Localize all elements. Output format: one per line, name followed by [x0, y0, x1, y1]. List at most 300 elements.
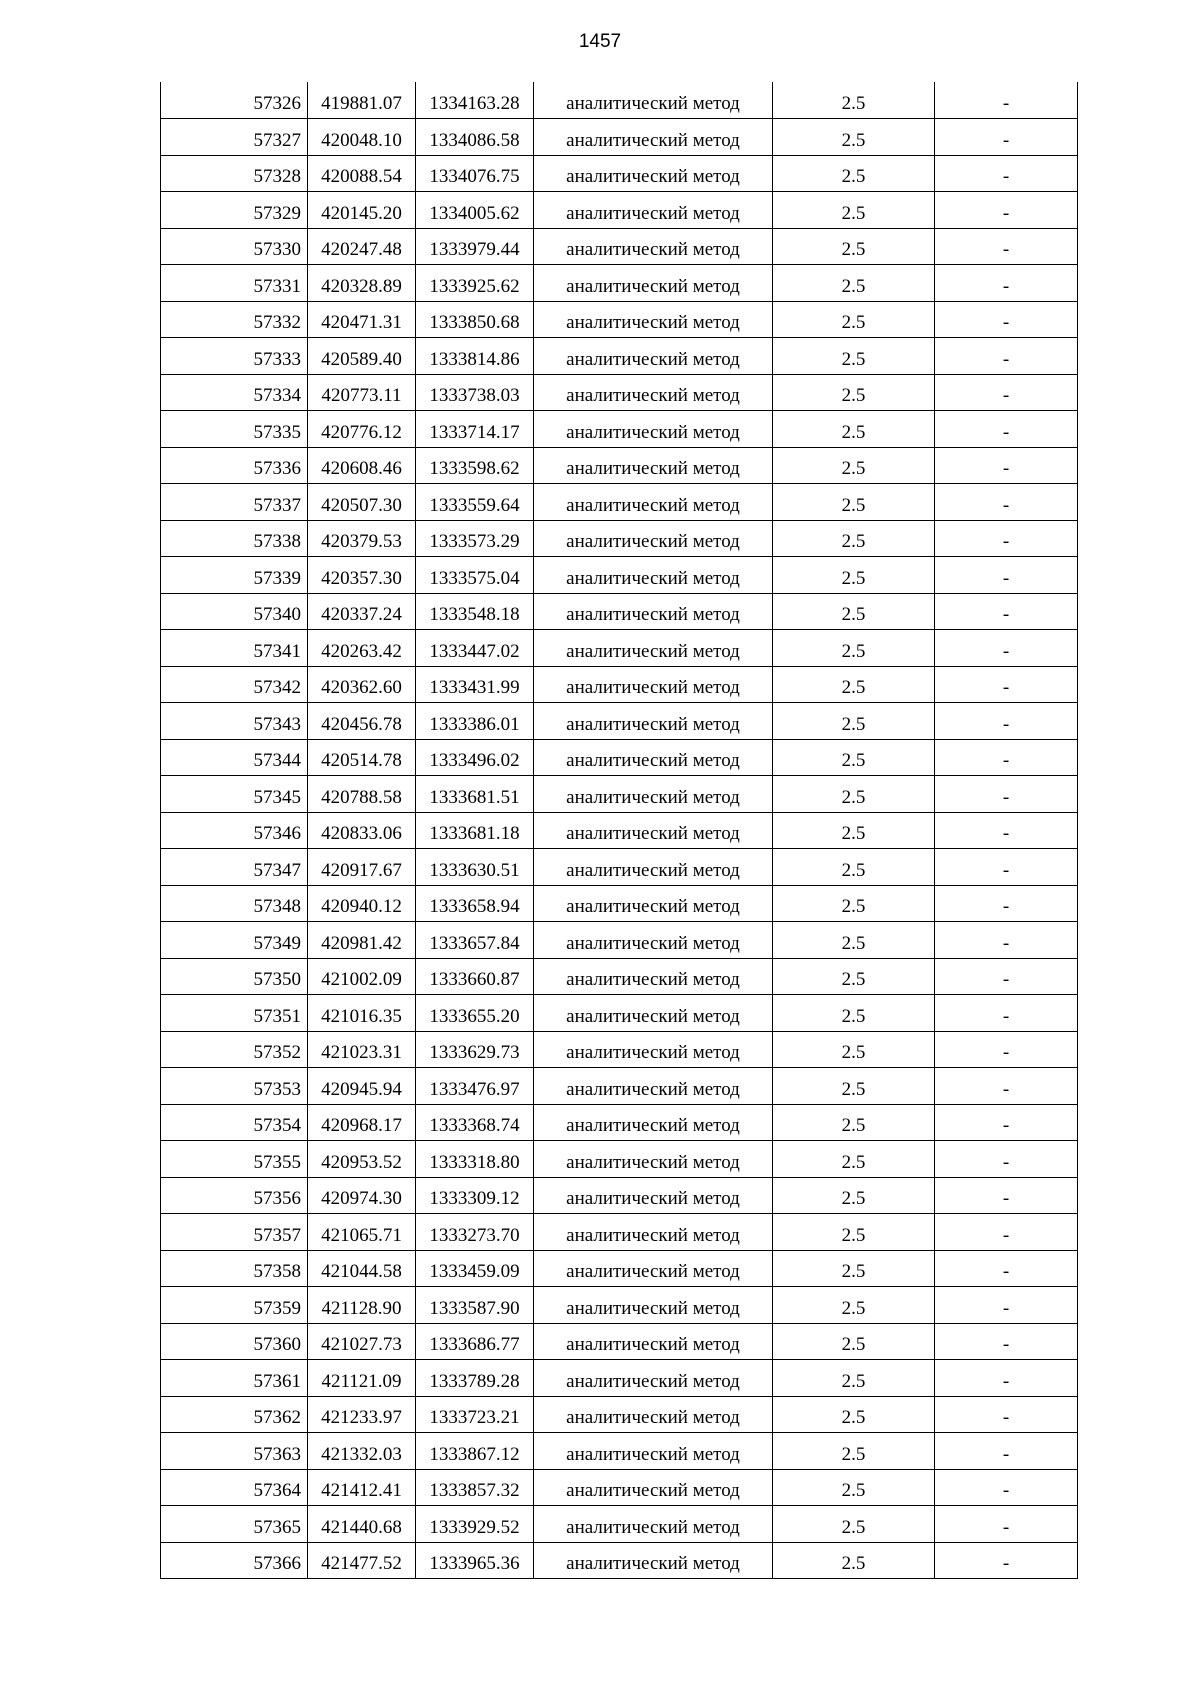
accuracy-cell: [773, 1141, 935, 1178]
method-cell: [534, 1542, 773, 1579]
note-cell-text: -: [1002, 93, 1010, 114]
note-cell: [935, 703, 1078, 740]
point-number-cell: [161, 411, 308, 448]
x-coordinate-cell-text: 420974.30: [321, 1188, 402, 1209]
method-cell-text: аналитический метод: [566, 348, 740, 370]
table-row: [161, 411, 1078, 448]
table-row: [161, 228, 1078, 265]
method-cell: [534, 630, 773, 667]
point-number-cell-text: 57337: [253, 494, 301, 516]
x-coordinate-cell: [308, 82, 416, 119]
accuracy-cell: [773, 776, 935, 813]
note-cell: [935, 119, 1078, 156]
accuracy-cell-text: 2.5: [841, 1078, 866, 1100]
x-coordinate-cell-text: 421023.31: [321, 1042, 402, 1063]
y-coordinate-cell: [416, 958, 534, 995]
note-cell-text: -: [1002, 1151, 1010, 1173]
y-coordinate-cell: [416, 1031, 534, 1068]
method-cell-text: аналитический метод: [566, 93, 740, 114]
point-number-cell: [161, 1469, 308, 1506]
y-coordinate-cell: [416, 1469, 534, 1506]
table-row: [161, 776, 1078, 813]
accuracy-cell: [773, 1104, 935, 1141]
y-coordinate-cell-text: 1333496.02: [429, 750, 520, 771]
x-coordinate-cell: [308, 1360, 416, 1397]
x-coordinate-cell: [308, 265, 416, 302]
method-cell: [534, 1214, 773, 1251]
table-row: [161, 885, 1078, 922]
y-coordinate-cell-text: 1333431.99: [429, 677, 520, 698]
note-cell-text: -: [1002, 786, 1010, 808]
point-number-cell: [161, 1104, 308, 1141]
method-cell: [534, 593, 773, 630]
y-coordinate-cell-text: 1333723.21: [429, 1407, 520, 1428]
accuracy-cell: [773, 411, 935, 448]
accuracy-cell: [773, 1031, 935, 1068]
note-cell: [935, 739, 1078, 776]
method-cell: [534, 1506, 773, 1543]
method-cell-text: аналитический метод: [566, 1115, 740, 1136]
note-cell-text: -: [1002, 1443, 1010, 1465]
method-cell-text: аналитический метод: [566, 1407, 740, 1428]
y-coordinate-cell: [416, 666, 534, 703]
accuracy-cell: [773, 119, 935, 156]
note-cell: [935, 1214, 1078, 1251]
method-cell-text: аналитический метод: [566, 713, 740, 735]
x-coordinate-cell-text: 420945.94: [321, 1078, 402, 1100]
point-number-cell-text: 57365: [253, 1516, 301, 1538]
method-cell: [534, 885, 773, 922]
note-cell-text: -: [1002, 1005, 1010, 1027]
accuracy-cell: [773, 447, 935, 484]
x-coordinate-cell-text: 420328.89: [321, 275, 402, 297]
point-number-cell: [161, 119, 308, 156]
x-coordinate-cell: [308, 1433, 416, 1470]
x-coordinate-cell: [308, 995, 416, 1032]
x-coordinate-cell-text: 421440.68: [321, 1516, 402, 1538]
y-coordinate-cell-text: 1333867.12: [429, 1443, 520, 1465]
table-row: [161, 1104, 1078, 1141]
point-number-cell-text: 57366: [253, 1553, 301, 1574]
note-cell: [935, 484, 1078, 521]
point-number-cell: [161, 1433, 308, 1470]
point-number-cell-text: 57353: [253, 1078, 301, 1100]
accuracy-cell: [773, 155, 935, 192]
method-cell: [534, 1396, 773, 1433]
x-coordinate-cell-text: 420940.12: [321, 896, 402, 917]
point-number-cell-text: 57343: [253, 713, 301, 735]
note-cell-text: -: [1002, 1480, 1010, 1501]
accuracy-cell-text: 2.5: [841, 1151, 866, 1173]
accuracy-cell-text: 2.5: [841, 1297, 866, 1319]
note-cell: [935, 666, 1078, 703]
note-cell: [935, 1469, 1078, 1506]
note-cell: [935, 593, 1078, 630]
accuracy-cell: [773, 520, 935, 557]
method-cell-text: аналитический метод: [566, 239, 740, 260]
note-cell: [935, 557, 1078, 594]
y-coordinate-cell-text: 1333573.29: [429, 531, 520, 552]
note-cell: [935, 1396, 1078, 1433]
accuracy-cell-text: 2.5: [841, 531, 866, 552]
note-cell-text: -: [1002, 1297, 1010, 1319]
y-coordinate-cell: [416, 1250, 534, 1287]
point-number-cell-text: 57348: [253, 896, 301, 917]
table-row: [161, 812, 1078, 849]
y-coordinate-cell-text: 1333655.20: [429, 1005, 520, 1027]
method-cell-text: аналитический метод: [566, 312, 740, 333]
table-row: [161, 1031, 1078, 1068]
y-coordinate-cell-text: 1333925.62: [429, 275, 520, 297]
note-cell-text: -: [1002, 1188, 1010, 1209]
note-cell-text: -: [1002, 823, 1010, 844]
point-number-cell-text: 57359: [253, 1297, 301, 1319]
y-coordinate-cell-text: 1333575.04: [429, 567, 520, 589]
x-coordinate-cell-text: 420263.42: [321, 640, 402, 662]
point-number-cell-text: 57338: [253, 531, 301, 552]
method-cell-text: аналитический метод: [566, 458, 740, 479]
point-number-cell-text: 57352: [253, 1042, 301, 1063]
method-cell-text: аналитический метод: [566, 1334, 740, 1355]
accuracy-cell: [773, 1433, 935, 1470]
note-cell-text: -: [1002, 312, 1010, 333]
accuracy-cell: [773, 812, 935, 849]
y-coordinate-cell: [416, 338, 534, 375]
y-coordinate-cell: [416, 1141, 534, 1178]
note-cell: [935, 301, 1078, 338]
note-cell: [935, 447, 1078, 484]
note-cell-text: -: [1002, 129, 1010, 151]
accuracy-cell: [773, 995, 935, 1032]
note-cell-text: -: [1002, 421, 1010, 443]
note-cell: [935, 849, 1078, 886]
note-cell: [935, 1250, 1078, 1287]
accuracy-cell-text: 2.5: [841, 1005, 866, 1027]
method-cell: [534, 995, 773, 1032]
point-number-cell: [161, 301, 308, 338]
y-coordinate-cell: [416, 1323, 534, 1360]
method-cell-text: аналитический метод: [566, 129, 740, 151]
y-coordinate-cell: [416, 301, 534, 338]
y-coordinate-cell-text: 1334086.58: [429, 129, 520, 151]
method-cell: [534, 301, 773, 338]
point-number-cell: [161, 1177, 308, 1214]
coordinates-table-body: [161, 82, 1078, 1579]
note-cell: [935, 192, 1078, 229]
x-coordinate-cell: [308, 374, 416, 411]
method-cell-text: аналитический метод: [566, 202, 740, 224]
accuracy-cell-text: 2.5: [841, 1115, 866, 1136]
note-cell-text: -: [1002, 1078, 1010, 1100]
accuracy-cell-text: 2.5: [841, 1224, 866, 1246]
x-coordinate-cell: [308, 338, 416, 375]
point-number-cell: [161, 703, 308, 740]
accuracy-cell: [773, 1323, 935, 1360]
method-cell: [534, 484, 773, 521]
x-coordinate-cell-text: 421477.52: [321, 1553, 402, 1574]
y-coordinate-cell: [416, 1177, 534, 1214]
method-cell: [534, 1104, 773, 1141]
point-number-cell-text: 57355: [253, 1151, 301, 1173]
x-coordinate-cell-text: 420048.10: [321, 129, 402, 151]
point-number-cell: [161, 593, 308, 630]
point-number-cell-text: 57342: [253, 677, 301, 698]
method-cell: [534, 1250, 773, 1287]
x-coordinate-cell: [308, 155, 416, 192]
method-cell-text: аналитический метод: [566, 1443, 740, 1465]
table-row: [161, 958, 1078, 995]
note-cell: [935, 228, 1078, 265]
note-cell: [935, 1506, 1078, 1543]
y-coordinate-cell: [416, 557, 534, 594]
point-number-cell: [161, 447, 308, 484]
y-coordinate-cell: [416, 82, 534, 119]
method-cell-text: аналитический метод: [566, 1261, 740, 1282]
point-number-cell-text: 57361: [253, 1370, 301, 1392]
y-coordinate-cell-text: 1334076.75: [429, 166, 520, 187]
accuracy-cell: [773, 958, 935, 995]
coordinates-table: [160, 82, 1078, 1579]
point-number-cell-text: 57360: [253, 1334, 301, 1355]
table-row: [161, 849, 1078, 886]
point-number-cell: [161, 1542, 308, 1579]
x-coordinate-cell-text: 421044.58: [321, 1261, 402, 1282]
x-coordinate-cell: [308, 593, 416, 630]
y-coordinate-cell-text: 1333476.97: [429, 1078, 520, 1100]
note-cell-text: -: [1002, 932, 1010, 954]
note-cell: [935, 1542, 1078, 1579]
note-cell-text: -: [1002, 713, 1010, 735]
method-cell: [534, 1177, 773, 1214]
point-number-cell: [161, 776, 308, 813]
note-cell-text: -: [1002, 1115, 1010, 1136]
note-cell: [935, 411, 1078, 448]
accuracy-cell: [773, 265, 935, 302]
method-cell-text: аналитический метод: [566, 166, 740, 187]
method-cell-text: аналитический метод: [566, 1005, 740, 1027]
accuracy-cell: [773, 338, 935, 375]
note-cell: [935, 812, 1078, 849]
method-cell-text: аналитический метод: [566, 531, 740, 552]
y-coordinate-cell-text: 1333368.74: [429, 1115, 520, 1136]
accuracy-cell: [773, 1469, 935, 1506]
accuracy-cell: [773, 1396, 935, 1433]
note-cell-text: -: [1002, 604, 1010, 625]
accuracy-cell: [773, 192, 935, 229]
method-cell-text: аналитический метод: [566, 1553, 740, 1574]
x-coordinate-cell: [308, 739, 416, 776]
accuracy-cell-text: 2.5: [841, 1553, 866, 1574]
x-coordinate-cell-text: 420337.24: [321, 604, 402, 625]
x-coordinate-cell-text: 420776.12: [321, 421, 402, 443]
point-number-cell: [161, 82, 308, 119]
y-coordinate-cell: [416, 1396, 534, 1433]
note-cell-text: -: [1002, 677, 1010, 698]
y-coordinate-cell-text: 1333630.51: [429, 859, 520, 881]
point-number-cell: [161, 192, 308, 229]
x-coordinate-cell-text: 420968.17: [321, 1115, 402, 1136]
table-row: [161, 82, 1078, 119]
table-row: [161, 1177, 1078, 1214]
accuracy-cell-text: 2.5: [841, 932, 866, 954]
method-cell-text: аналитический метод: [566, 1078, 740, 1100]
accuracy-cell: [773, 1542, 935, 1579]
method-cell-text: аналитический метод: [566, 640, 740, 662]
y-coordinate-cell-text: 1333657.84: [429, 932, 520, 954]
y-coordinate-cell-text: 1334163.28: [429, 93, 520, 114]
method-cell: [534, 849, 773, 886]
method-cell: [534, 228, 773, 265]
note-cell-text: -: [1002, 166, 1010, 187]
point-number-cell: [161, 484, 308, 521]
point-number-cell-text: 57336: [253, 458, 301, 479]
point-number-cell-text: 57332: [253, 312, 301, 333]
x-coordinate-cell: [308, 1104, 416, 1141]
page-number: 1457: [578, 31, 622, 52]
point-number-cell: [161, 374, 308, 411]
method-cell-text: аналитический метод: [566, 604, 740, 625]
note-cell: [935, 1068, 1078, 1105]
accuracy-cell-text: 2.5: [841, 786, 866, 808]
point-number-cell: [161, 1214, 308, 1251]
method-cell: [534, 1323, 773, 1360]
x-coordinate-cell: [308, 922, 416, 959]
accuracy-cell-text: 2.5: [841, 750, 866, 771]
y-coordinate-cell-text: 1333965.36: [429, 1553, 520, 1574]
accuracy-cell-text: 2.5: [841, 494, 866, 516]
y-coordinate-cell-text: 1333979.44: [429, 239, 520, 260]
accuracy-cell: [773, 1287, 935, 1324]
method-cell: [534, 155, 773, 192]
y-coordinate-cell: [416, 447, 534, 484]
point-number-cell: [161, 666, 308, 703]
method-cell: [534, 922, 773, 959]
x-coordinate-cell-text: 420362.60: [321, 677, 402, 698]
note-cell: [935, 1177, 1078, 1214]
y-coordinate-cell: [416, 484, 534, 521]
note-cell: [935, 1031, 1078, 1068]
note-cell: [935, 1323, 1078, 1360]
method-cell: [534, 812, 773, 849]
y-coordinate-cell-text: 1333318.80: [429, 1151, 520, 1173]
x-coordinate-cell-text: 421233.97: [321, 1407, 402, 1428]
x-coordinate-cell: [308, 1141, 416, 1178]
note-cell-text: -: [1002, 494, 1010, 516]
y-coordinate-cell-text: 1333738.03: [429, 385, 520, 406]
method-cell-text: аналитический метод: [566, 567, 740, 589]
point-number-cell: [161, 922, 308, 959]
point-number-cell: [161, 739, 308, 776]
note-cell: [935, 265, 1078, 302]
point-number-cell: [161, 812, 308, 849]
x-coordinate-cell: [308, 666, 416, 703]
point-number-cell-text: 57330: [253, 239, 301, 260]
table-row: [161, 119, 1078, 156]
point-number-cell: [161, 958, 308, 995]
x-coordinate-cell-text: 420788.58: [321, 786, 402, 808]
y-coordinate-cell-text: 1333598.62: [429, 458, 520, 479]
method-cell: [534, 82, 773, 119]
method-cell: [534, 1068, 773, 1105]
accuracy-cell-text: 2.5: [841, 1516, 866, 1538]
x-coordinate-cell-text: 420471.31: [321, 312, 402, 333]
y-coordinate-cell-text: 1333548.18: [429, 604, 520, 625]
point-number-cell-text: 57357: [253, 1224, 301, 1246]
point-number-cell-text: 57328: [253, 166, 301, 187]
method-cell-text: аналитический метод: [566, 786, 740, 808]
table-row: [161, 374, 1078, 411]
table-row: [161, 1141, 1078, 1178]
y-coordinate-cell: [416, 265, 534, 302]
method-cell-text: аналитический метод: [566, 969, 740, 990]
method-cell-text: аналитический метод: [566, 1224, 740, 1246]
y-coordinate-cell-text: 1333681.18: [429, 823, 520, 844]
y-coordinate-cell: [416, 885, 534, 922]
accuracy-cell-text: 2.5: [841, 312, 866, 333]
accuracy-cell-text: 2.5: [841, 129, 866, 151]
point-number-cell-text: 57350: [253, 969, 301, 990]
note-cell: [935, 374, 1078, 411]
accuracy-cell: [773, 1360, 935, 1397]
note-cell-text: -: [1002, 1553, 1010, 1574]
accuracy-cell-text: 2.5: [841, 1443, 866, 1465]
point-number-cell-text: 57326: [253, 93, 301, 114]
x-coordinate-cell: [308, 1542, 416, 1579]
method-cell-text: аналитический метод: [566, 494, 740, 516]
table-row: [161, 265, 1078, 302]
accuracy-cell: [773, 1506, 935, 1543]
x-coordinate-cell: [308, 1177, 416, 1214]
x-coordinate-cell-text: 420247.48: [321, 239, 402, 260]
x-coordinate-cell-text: 420088.54: [321, 166, 402, 187]
accuracy-cell-text: 2.5: [841, 93, 866, 114]
y-coordinate-cell: [416, 922, 534, 959]
point-number-cell: [161, 338, 308, 375]
y-coordinate-cell: [416, 155, 534, 192]
y-coordinate-cell: [416, 228, 534, 265]
x-coordinate-cell: [308, 885, 416, 922]
accuracy-cell: [773, 82, 935, 119]
y-coordinate-cell: [416, 1214, 534, 1251]
method-cell: [534, 557, 773, 594]
x-coordinate-cell-text: 420953.52: [321, 1151, 402, 1173]
accuracy-cell-text: 2.5: [841, 896, 866, 917]
method-cell-text: аналитический метод: [566, 677, 740, 698]
accuracy-cell-text: 2.5: [841, 348, 866, 370]
x-coordinate-cell-text: 421002.09: [321, 969, 402, 990]
x-coordinate-cell: [308, 1506, 416, 1543]
method-cell: [534, 703, 773, 740]
x-coordinate-cell: [308, 228, 416, 265]
accuracy-cell: [773, 630, 935, 667]
y-coordinate-cell: [416, 1542, 534, 1579]
y-coordinate-cell-text: 1333459.09: [429, 1261, 520, 1282]
note-cell-text: -: [1002, 896, 1010, 917]
method-cell: [534, 119, 773, 156]
accuracy-cell: [773, 228, 935, 265]
x-coordinate-cell: [308, 703, 416, 740]
y-coordinate-cell: [416, 593, 534, 630]
y-coordinate-cell-text: 1333686.77: [429, 1334, 520, 1355]
accuracy-cell: [773, 593, 935, 630]
y-coordinate-cell-text: 1333660.87: [429, 969, 520, 990]
y-coordinate-cell: [416, 703, 534, 740]
point-number-cell-text: 57327: [253, 129, 301, 151]
point-number-cell-text: 57363: [253, 1443, 301, 1465]
method-cell: [534, 411, 773, 448]
table-row: [161, 1360, 1078, 1397]
note-cell: [935, 922, 1078, 959]
